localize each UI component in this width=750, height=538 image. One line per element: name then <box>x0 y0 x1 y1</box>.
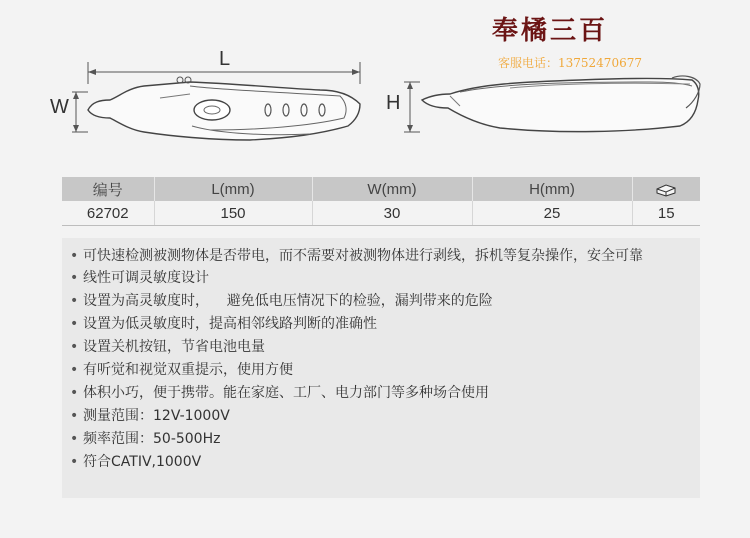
height-label: H <box>386 92 401 114</box>
width-label: W <box>50 96 69 118</box>
list-item: • 设置关机按钮，节省电池电量 <box>70 336 693 359</box>
list-item: • 频率范围：50-500Hz <box>70 428 693 451</box>
list-item: • 测量范围：12V-1000V <box>70 405 693 428</box>
side-view-drawing <box>400 70 710 150</box>
contact-phone: 客服电话：13752470677 <box>498 56 642 70</box>
package-box-icon <box>655 183 677 197</box>
header-height: H(mm) <box>472 177 632 201</box>
list-item: • 线性可调灵敏度设计 <box>70 267 693 290</box>
header-length: L(mm) <box>154 177 312 201</box>
length-label: L <box>219 48 231 70</box>
list-item: • 符合CATIV,1000V <box>70 451 693 474</box>
cell-length: 150 <box>154 201 312 226</box>
list-item: • 有听觉和视觉双重提示，使用方便 <box>70 359 693 382</box>
table-header-row <box>62 177 700 201</box>
cell-model-no: 62702 <box>62 201 154 226</box>
cell-width: 30 <box>312 201 472 226</box>
list-item: • 设置为高灵敏度时， 避免低电压情况下的检验，漏判带来的危险 <box>70 290 693 313</box>
spec-table <box>62 177 700 226</box>
cell-package-qty: 15 <box>632 201 700 226</box>
list-item: • 可快速检测被测物体是否带电，而不需要对被测物体进行剥线，拆机等复杂操作，安全可靠 <box>70 245 693 267</box>
features-panel <box>62 238 700 498</box>
brand-logo: 奉橘三百 <box>492 16 609 46</box>
header-package <box>632 177 700 201</box>
feature-list <box>62 238 700 474</box>
header-width: W(mm) <box>312 177 472 201</box>
list-item: • 设置为低灵敏度时，提高相邻线路判断的准确性 <box>70 313 693 336</box>
table-row <box>62 201 700 226</box>
list-item: • 体积小巧，便于携带。能在家庭、工厂、电力部门等多种场合使用 <box>70 382 693 405</box>
cell-height: 25 <box>472 201 632 226</box>
top-view-drawing <box>40 48 380 158</box>
header-model-no: 编号 <box>62 177 154 201</box>
